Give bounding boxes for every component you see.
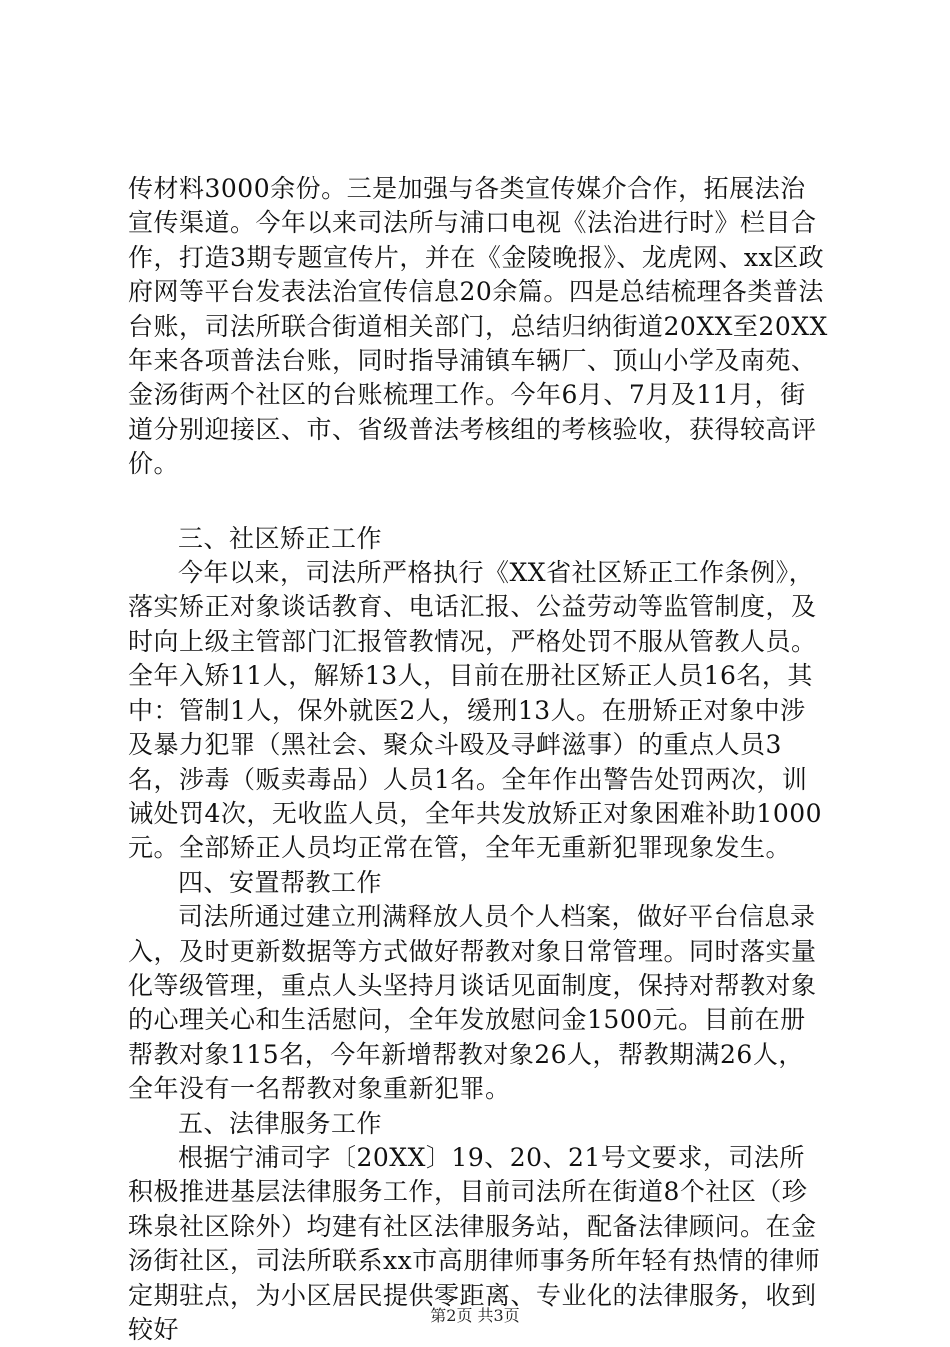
document-body bbox=[128, 172, 828, 1347]
page-number-footer: 第2页 共3页 bbox=[430, 1306, 520, 1325]
paragraph-propaganda-continued: 传材料3000余份。三是加强与各类宣传媒介合作，拓展法治宣传渠道。今年以来司法所与浦口电视《法治进行时》栏目合作，打造3期专题宣传片，并在《金陵晚报》、龙虎网、xx区政府网等平台发表法治宣传信息20余篇。四是总结梳理各类普法台账，司法所联合街道相关部门，总结归纳街道20XX至20XX年来各项普法台账，同时指导浦镇车辆厂、顶山小学及南苑、金汤街两个社区的台账梳理工作。今年6月、7月及11月，街道分别迎接区、市、省级普法考核组的考核验收，获得较高评价。 bbox=[128, 174, 828, 479]
heading-resettlement-assistance: 四、安置帮教工作 bbox=[178, 867, 383, 897]
heading-community-correction: 三、社区矫正工作 bbox=[178, 523, 383, 553]
heading-legal-services: 五、法律服务工作 bbox=[178, 1108, 383, 1138]
paragraph-community-correction: 今年以来，司法所严格执行《XX省社区矫正工作条例》，落实矫正对象谈话教育、电话汇报、公益劳动等监管制度，及时向上级主管部门汇报管教情况，严格处罚不服从管教人员。全年入矫11人，解矫13人，目前在册社区矫正人员16名，其中：管制1人，保外就医2人，缓刑13人。在册矫正对象中涉及暴力犯罪（黑社会、聚众斗殴及寻衅滋事）的重点人员3名，涉毒（贩卖毒品）人员1名。全年作出警告处罚两次，训诫处罚4次，无收监人员，全年共发放矫正对象困难补助1000元。全部矫正人员均正常在管，全年无重新犯罪现象发生。 bbox=[128, 558, 823, 863]
paragraph-legal-services: 根据宁浦司字〔20XX〕19、20、21号文要求，司法所积极推进基层法律服务工作，目前司法所在街道8个社区（珍珠泉社区除外）均建有社区法律服务站，配备法律顾问。在金汤街社区，司法所联系xx市高朋律师事务所年轻有热情的律师定期驻点，为小区居民提供零距离、专业化的法律服务，收到较好 bbox=[128, 1142, 821, 1344]
paragraph-resettlement-assistance: 司法所通过建立刑满释放人员个人档案，做好平台信息录入，及时更新数据等方式做好帮教对象日常管理。同时落实量化等级管理，重点人头坚持月谈话见面制度，保持对帮教对象的心理关心和生活慰问，全年发放慰问金1500元。目前在册帮教对象115名，今年新增帮教对象26人，帮教期满26人，全年没有一名帮教对象重新犯罪。 bbox=[128, 902, 817, 1104]
paragraph-gap bbox=[128, 482, 828, 522]
